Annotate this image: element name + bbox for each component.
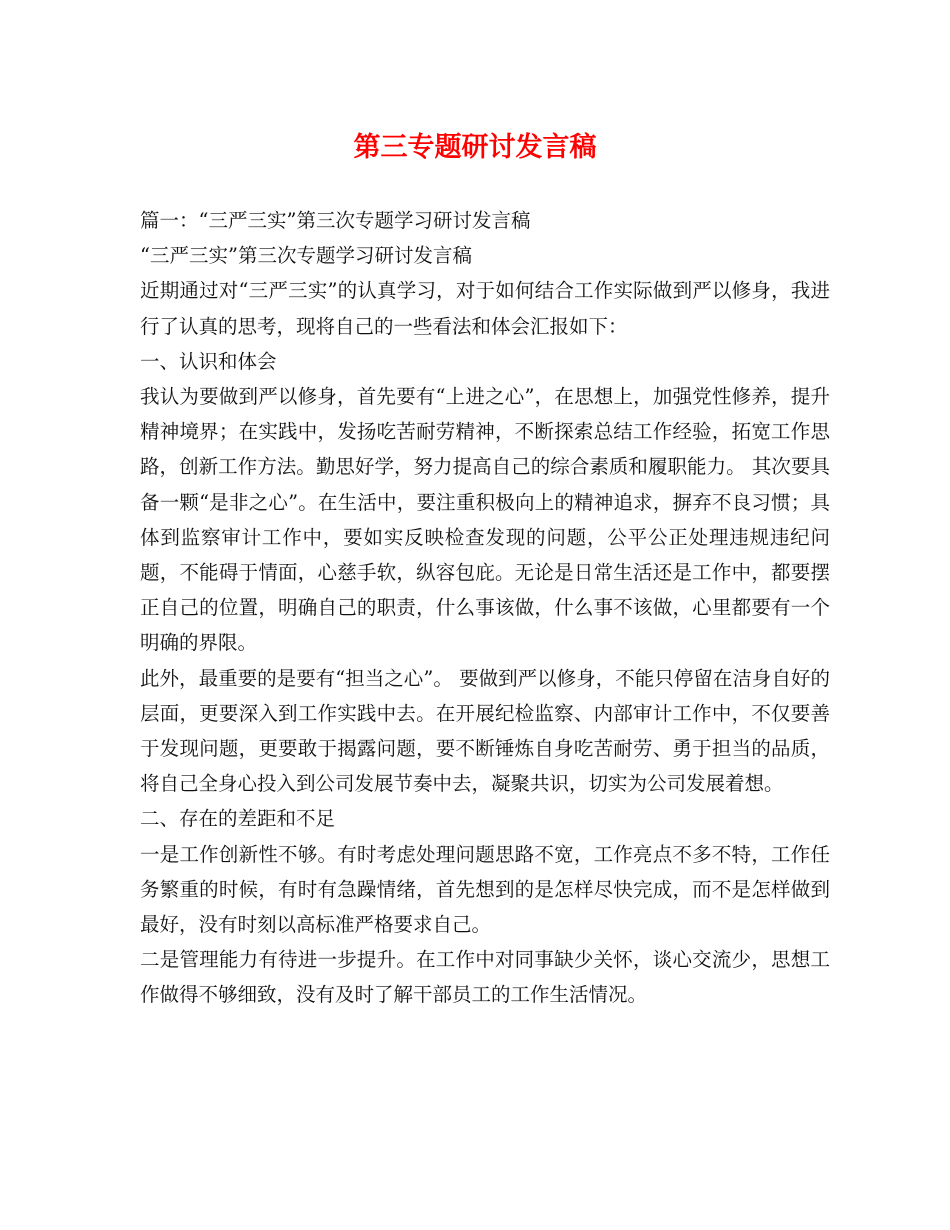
paragraph-body: 二是管理能力有待进一步提升。在工作中对同事缺少关怀，谈心交流少，思想工作做得不够细致，没有及时了解干部员工的工作生活情况。 [140,948,830,1007]
section-heading-1: 一、认识和体会 [140,349,277,373]
paragraph-body: 此外，最重要的是要有“担当之心”。 要做到严以修身，不能只停留在洁身自好的层面，更要深入到工作实践中去。在开展纪检监察、内部审计工作中，不仅要善于发现问题，更要敢于揭露问题，要不断锤炼自身吃苦耐劳、勇于担当的品质，将自己全身心投入到公司发展节奏中去，凝聚共识，切实为公司发展着想。 [140,666,830,796]
paragraph-body: 一是工作创新性不够。有时考虑处理问题思路不宽，工作亮点不多不特，工作任务繁重的时候，有时有急躁情绪，首先想到的是怎样尽快完成，而不是怎样做到最好，没有时刻以高标准严格要求自己。 [140,842,830,937]
document-title: 第三专题研讨发言稿 [353,132,597,163]
paragraph-article-heading: 篇一：“三严三实”第三次专题学习研讨发言稿 [140,209,531,232]
document-body [140,203,830,1013]
paragraph-intro: 近期通过对“三严三实”的认真学习，对于如何结合工作实际做到严以修身，我进行了认真的思考，现将自己的一些看法和体会汇报如下： [140,279,830,338]
section-heading-2: 二、存在的差距和不足 [140,807,336,831]
paragraph-body: 我认为要做到严以修身，首先要有“上进之心”，在思想上，加强党性修养，提升精神境界；在实践中，发扬吃苦耐劳精神，不断探索总结工作经验，拓宽工作思路，创新工作方法。勤思好学，努力提高自己的综合素质和履职能力。 其次要具备一颗“是非之心”。在生活中，要注重积极向上的精神追求，摒弃不良习惯；具体到监察审计工作中，要如实反映检查发现的问题，公平公正处理违规违纪问题，不能碍于情面，心慈手软，纵容包庇。无论是日常生活还是工作中，都要摆正自己的位置，明确自己的职责，什么事该做，什么事不该做，心里都要有一个明确的界限。 [140,385,830,655]
paragraph-subtitle: “三严三实”第三次专题学习研讨发言稿 [140,244,472,268]
